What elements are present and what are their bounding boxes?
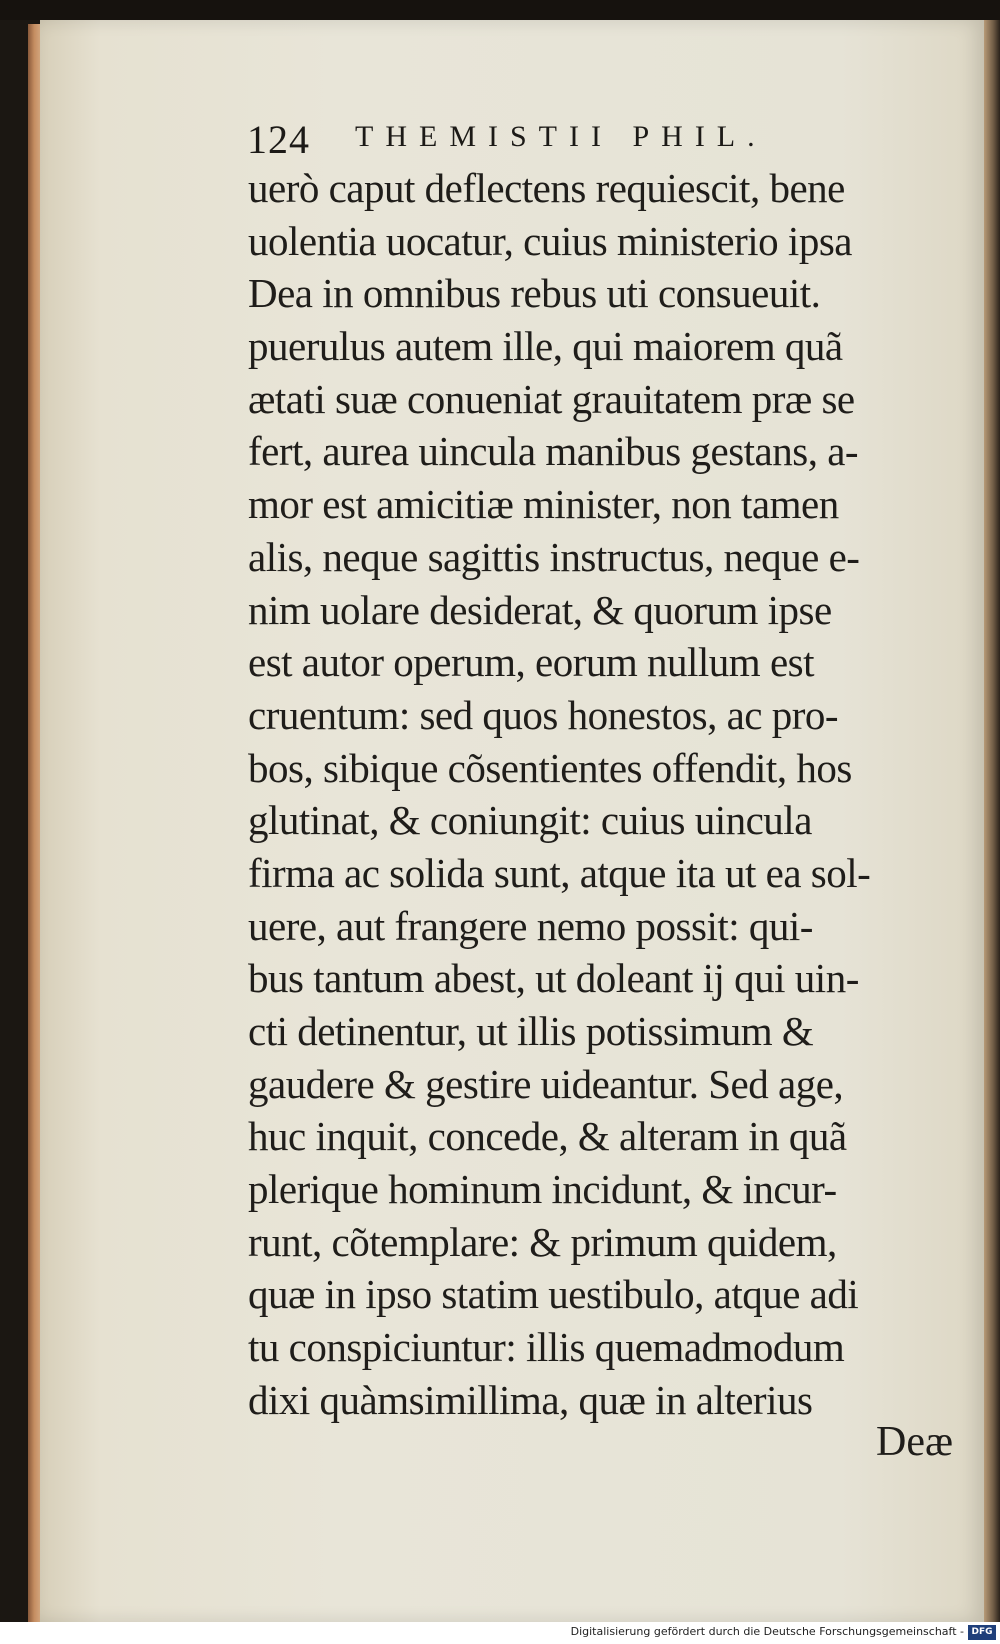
text-line: glutinat, & coniungit: cuius uincula xyxy=(248,797,812,844)
text-line: uere, aut frangere nemo possit: qui- xyxy=(248,902,813,949)
text-line: uerò caput deflectens requiescit, bene xyxy=(248,165,845,211)
text-line: cti detinentur, ut illis potissimum & xyxy=(248,1008,814,1054)
text-line: tu conspiciuntur: illis quemadmodum xyxy=(248,1324,845,1371)
page-number: 124 xyxy=(247,117,310,162)
text-line: alis, neque sagittis instructus, neque e- xyxy=(248,533,860,580)
text-line: plerique hominum incidunt, & incur- xyxy=(248,1166,837,1213)
text-line: quæ in ipso statim uestibulo, atque adi xyxy=(248,1271,859,1318)
text-line: nim uolare desiderat, & quorum ipse xyxy=(248,586,832,633)
text-line: puerulus autem ille, qui maiorem quã xyxy=(248,323,843,370)
scan-background-top xyxy=(0,0,1000,20)
running-title: THEMISTII PHIL. xyxy=(355,120,767,153)
text-line: uolentia uocatur, cuius ministerio ipsa xyxy=(248,217,852,264)
catchword: Deæ xyxy=(876,1419,953,1465)
text-line: ætati suæ conueniat grauitatem præ se xyxy=(248,375,855,422)
text-line: bus tantum abest, ut doleant ij qui uin- xyxy=(248,955,859,1002)
text-line: mor est amicitiæ minister, non tamen xyxy=(248,481,839,528)
digitization-footer xyxy=(0,1622,1000,1644)
text-line: dixi quàmsimillima, quæ in alterius xyxy=(248,1376,813,1423)
text-line: Dea in omnibus rebus uti consueuit. xyxy=(248,270,821,317)
text-line: bos, sibique cõsentientes offendit, hos xyxy=(248,744,852,791)
text-line: cruentum: sed quos honestos, ac pro- xyxy=(248,691,839,738)
text-line: fert, aurea uincula manibus gestans, a- xyxy=(248,428,859,475)
body-text xyxy=(248,162,958,1427)
page-edge-right xyxy=(984,20,1000,1622)
running-header xyxy=(247,116,887,166)
text-line: huc inquit, concede, & alteram in quã xyxy=(248,1113,847,1160)
text-line: est autor operum, eorum nullum est xyxy=(248,639,814,686)
funding-credit: Digitalisierung gefördert durch die Deutsche Forschungsgemeinschaft - xyxy=(570,1625,964,1638)
text-line: gaudere & gestire uideantur. Sed age, xyxy=(248,1060,844,1107)
text-line: runt, cõtemplare: & primum quidem, xyxy=(248,1218,837,1265)
dfg-logo: DFG xyxy=(968,1625,996,1640)
text-line: firma ac solida sunt, atque ita ut ea sol- xyxy=(248,849,871,896)
